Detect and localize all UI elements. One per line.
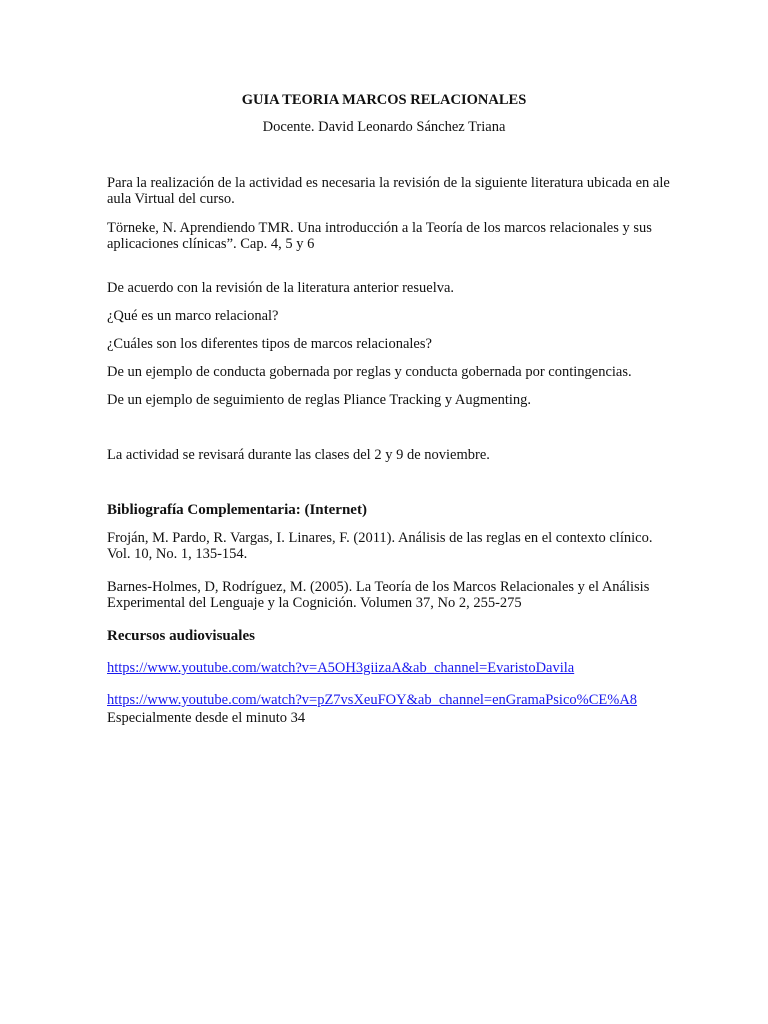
document-title: GUIA TEORIA MARCOS RELACIONALES [241,92,527,108]
question-item: De un ejemplo de seguimiento de reglas Pliance Tracking y Augmenting. [107,392,532,408]
resources-heading: Recursos audiovisuales [107,628,255,644]
bibliography-item: Froján, M. Pardo, R. Vargas, I. Linares, F. (2011). Análisis de las reglas en el contexto clínico. Vol. 10, No. 1, 135-154. [107,530,653,562]
intro-paragraph: Para la realización de la actividad es necesaria la revisión de la siguiente literatura ubicada en ale aula Virtual del curso. [107,175,670,207]
question-item: ¿Cuáles son los diferentes tipos de marcos relacionales? [107,336,432,352]
video-link[interactable]: https://www.youtube.com/watch?v=A5OH3giizaA&ab_channel=EvaristoDavila [107,660,575,676]
reference-paragraph: Törneke, N. Aprendiendo TMR. Una introducción a la Teoría de los marcos relacionales y sus aplicaciones clínicas”. Cap. 4, 5 y 6 [107,220,652,252]
teacher-name: Docente. David Leonardo Sánchez Triana [262,119,506,135]
question-item: ¿Qué es un marco relacional? [107,308,279,324]
link-note: Especialmente desde el minuto 34 [107,710,306,726]
bibliography-heading: Bibliografía Complementaria: (Internet) [107,502,367,518]
review-note: La actividad se revisará durante las clases del 2 y 9 de noviembre. [107,447,490,463]
video-link[interactable]: https://www.youtube.com/watch?v=pZ7vsXeuFOY&ab_channel=enGramaPsico%CE%A8 [107,692,638,708]
instruction-text: De acuerdo con la revisión de la literatura anterior resuelva. [107,280,455,296]
bibliography-item: Barnes-Holmes, D, Rodríguez, M. (2005). La Teoría de los Marcos Relacionales y el Análisis Experimental del Lenguaje y la Cognición. Volumen 37, No 2, 255-275 [107,579,650,611]
question-item: De un ejemplo de conducta gobernada por reglas y conducta gobernada por contingencias. [107,364,632,380]
